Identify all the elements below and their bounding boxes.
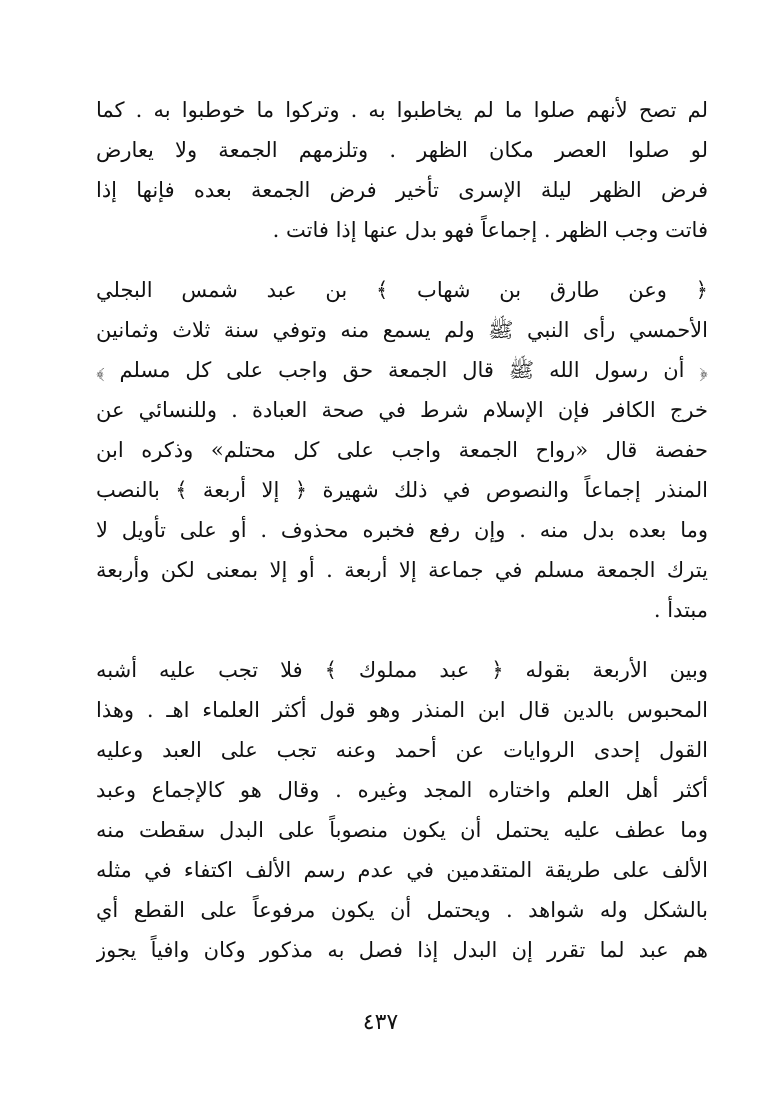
text-line: حفصة قال «رواح الجمعة واجب على كل محتلم» وذكره ابن: [96, 438, 708, 462]
text-line: المنذر إجماعاً والنصوص في ذلك شهيرة ﴿ إلا أربعة ﴾ بالنصب: [96, 478, 708, 502]
text-line: بالشكل وله شواهد . ويحتمل أن يكون مرفوعاً على القطع أي: [96, 898, 708, 922]
page-number: ٤٣٧: [362, 1010, 399, 1035]
page-body: [96, 90, 708, 970]
text-line: القول إحدى الروايات عن أحمد وعنه تجب على العبد وعليه: [96, 738, 708, 762]
text-line: ﴿ أن رسول الله ﷺ قال الجمعة حق واجب على كل مسلم ﴾: [96, 358, 708, 382]
text-line: فاتت وجب الظهر . إجماعاً فهو بدل عنها إذا فاتت .: [272, 218, 708, 242]
text-line: خرج الكافر فإن الإسلام شرط في صحة العبادة . وللنسائي عن: [96, 398, 708, 422]
text-line: مبتدأ .: [653, 598, 708, 622]
text-line: الألف على طريقة المتقدمين في عدم رسم الألف اكتفاء في مثله: [96, 858, 708, 882]
text-line: وبين الأربعة بقوله ﴿ عبد مملوك ﴾ فلا تجب عليه أشبه: [96, 658, 708, 682]
paragraph-3: [96, 650, 708, 970]
text-line: المحبوس بالدين قال ابن المنذر وهو قول أكثر العلماء اهـ . وهذا: [96, 698, 708, 722]
text-line: هم عبد لما تقرر إن البدل إذا فصل به مذكور وكان وافياً يجوز: [96, 938, 708, 962]
text-line: وما بعده بدل منه . وإن رفع فخبره محذوف . أو على تأويل لا: [96, 518, 708, 542]
text-line: لم تصح لأنهم صلوا ما لم يخاطبوا به . وتركوا ما خوطبوا به . كما: [96, 98, 708, 122]
text-line: ﴿ وعن طارق بن شهاب ﴾ بن عبد شمس البجلي: [96, 278, 708, 302]
text-line: يترك الجمعة مسلم في جماعة إلا أربعة . أو إلا بمعنى لكن وأربعة: [96, 558, 708, 582]
text-line: فرض الظهر ليلة الإسرى تأخير فرض الجمعة بعده فإنها إذا: [96, 178, 708, 202]
text-line: الأحمسي رأى النبي ﷺ ولم يسمع منه وتوفي سنة ثلاث وثمانين: [96, 318, 708, 342]
text-line: لو صلوا العصر مكان الظهر . وتلزمهم الجمعة ولا يعارض: [96, 138, 708, 162]
paragraph-1: [96, 90, 708, 250]
paragraph-gap: [96, 250, 708, 270]
paragraph-2: [96, 270, 708, 630]
text-line: أكثر أهل العلم واختاره المجد وغيره . وقال هو كالإجماع وعبد: [96, 778, 708, 802]
paragraph-gap: [96, 630, 708, 650]
text-line: وما عطف عليه يحتمل أن يكون منصوباً على البدل سقطت منه: [96, 818, 708, 842]
